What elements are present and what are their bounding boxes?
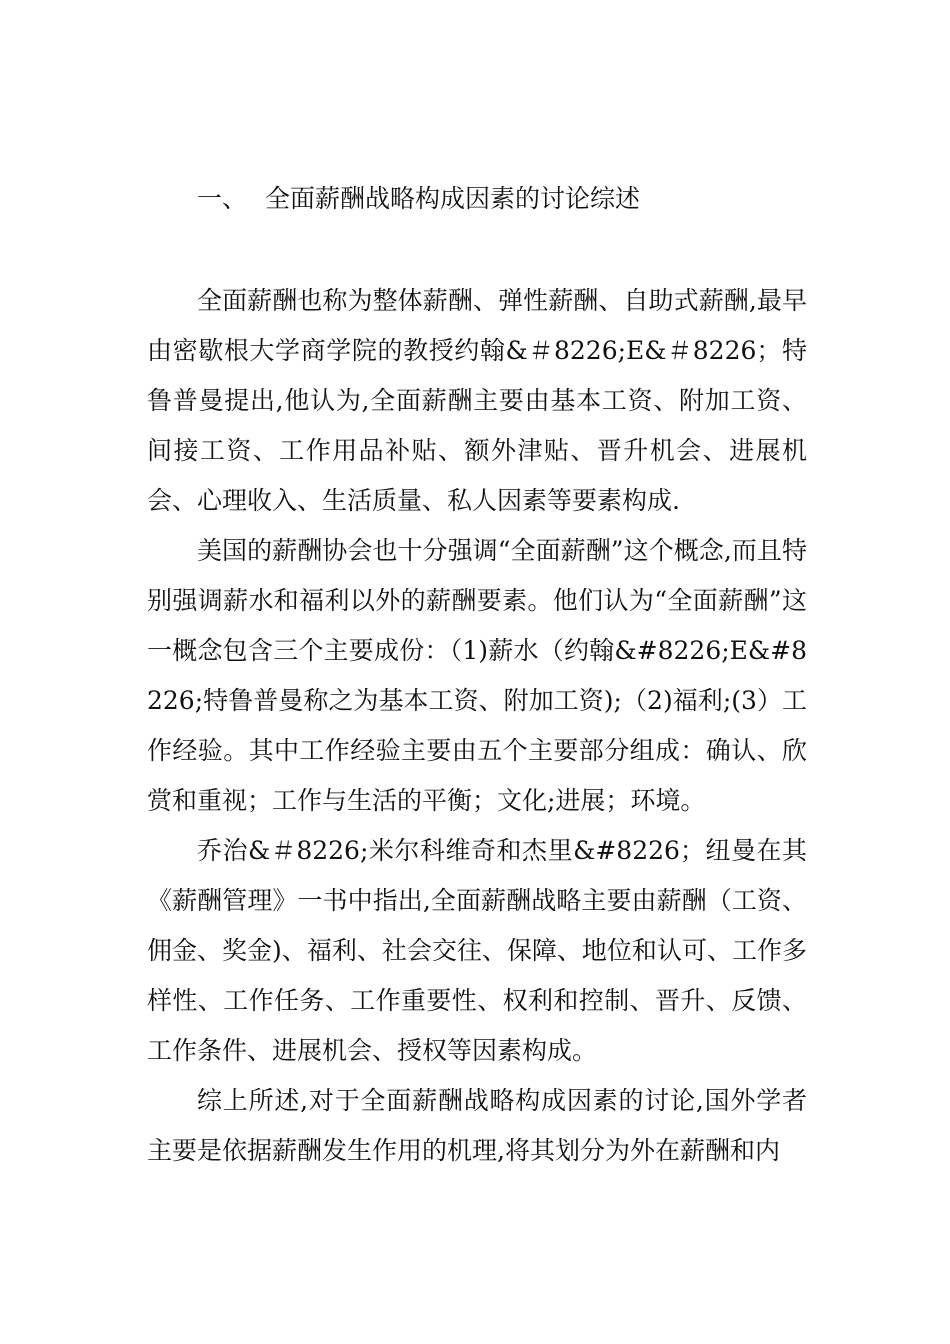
- section-number: 一、: [197, 184, 248, 213]
- paragraph-us-compensation-association: 美国的薪酬协会也十分强调“全面薪酬”这个概念,而且特别强调薪水和福利以外的薪酬要素。他们认为“全面薪酬”这一概念包含三个主要成份：（1)薪水（约翰&#8226;E&#8226;特鲁普曼称之为基本工资、附加工资);（2)福利;(3）工作经验。其中工作经验主要由五个主要部分组成：确认、欣赏和重视；工作与生活的平衡；文化;进展；环境。: [147, 536, 807, 815]
- section-heading: [197, 180, 640, 218]
- paragraph-summary: 综上所述,对于全面薪酬战略构成因素的讨论,国外学者主要是依据薪酬发生作用的机理,将其划分为外在薪酬和内: [147, 1086, 807, 1165]
- paragraph-milkovich-newman: 乔治&＃8226;米尔科维奇和杰里&#8226；纽曼在其《薪酬管理》一书中指出,全面薪酬战略主要由薪酬（工资、佣金、奖金)、福利、社会交往、保障、地位和认可、工作多样性、工作任务、工作重要性、权利和控制、晋升、反馈、工作条件、进展机会、授权等因素构成。: [147, 836, 807, 1065]
- section-title: 全面薪酬战略构成因素的讨论综述: [265, 184, 641, 213]
- paragraph-total-compensation-definition: 全面薪酬也称为整体薪酬、弹性薪酬、自助式薪酬,最早由密歇根大学商学院的教授约翰&＃8226;E&＃8226；特鲁普曼提出,他认为,全面薪酬主要由基本工资、附加工资、间接工资、工作用品补贴、额外津贴、晋升机会、进展机会、心理收入、生活质量、私人因素等要素构成.: [147, 286, 807, 515]
- body-text: [147, 276, 807, 1176]
